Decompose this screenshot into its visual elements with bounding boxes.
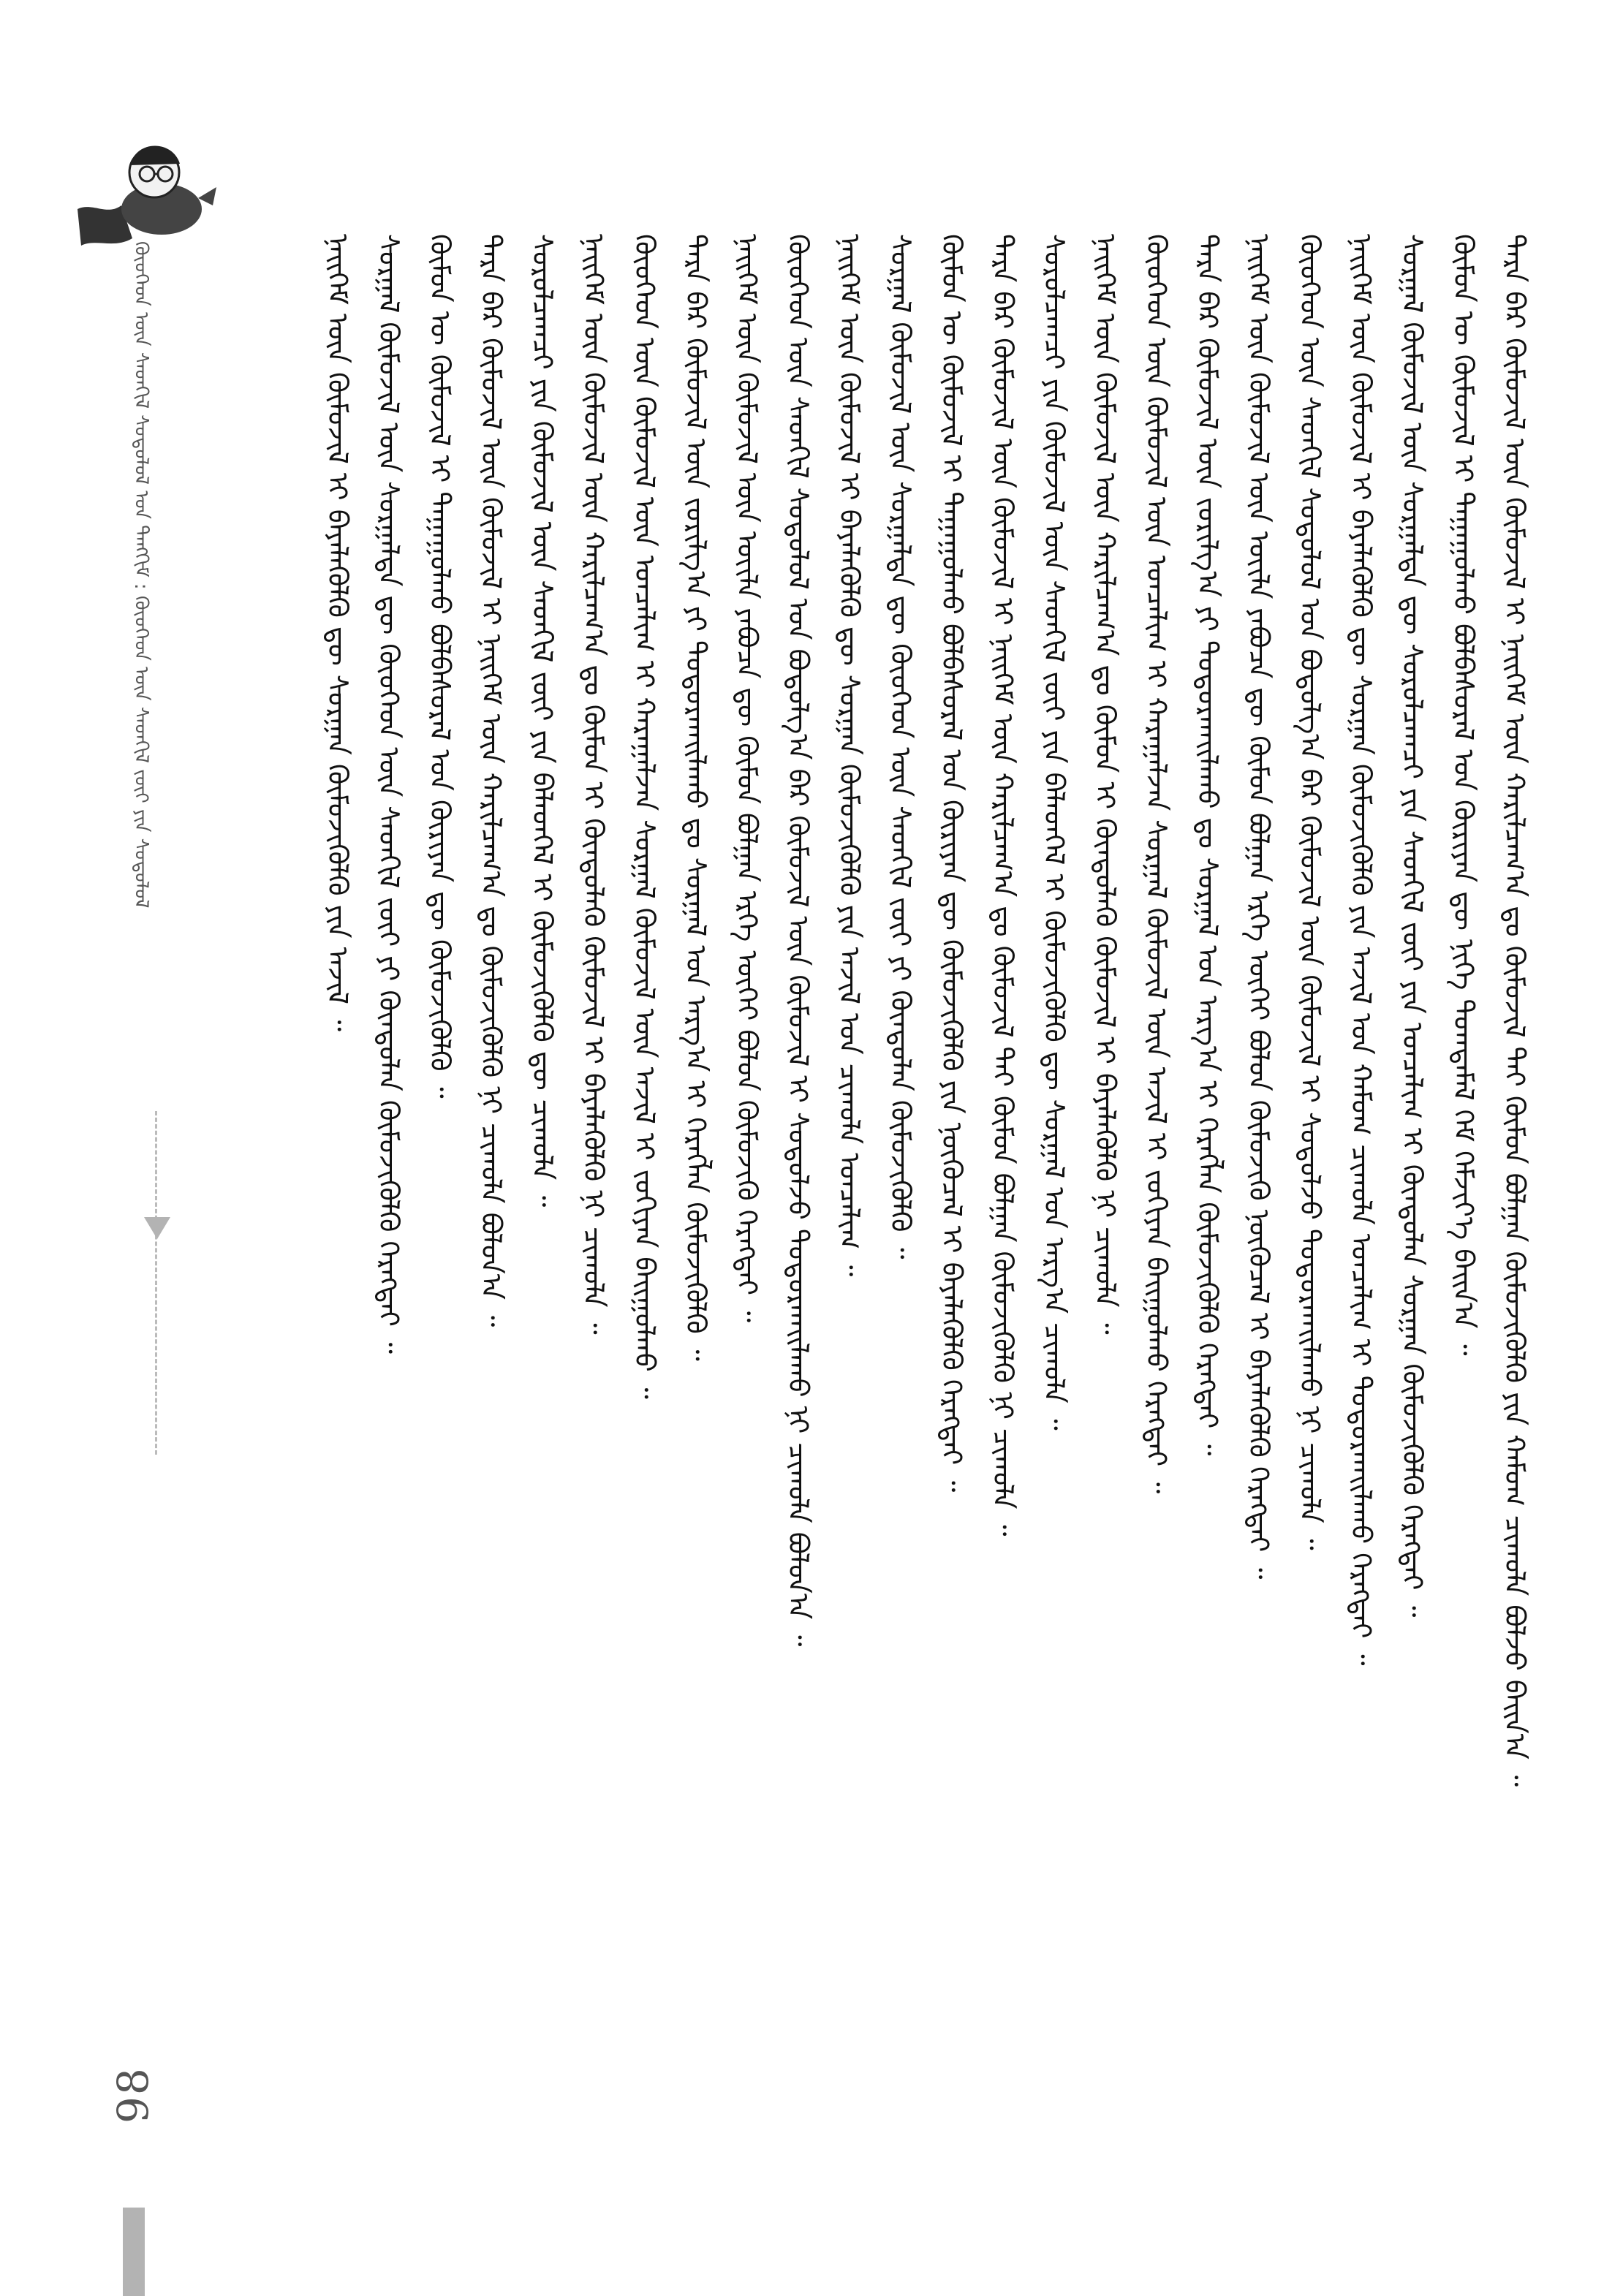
text-column: ᠨᠡᠢᠭᠡᠮ ᠦᠨ ᠬᠦᠮᠦᠵᠢᠯ ᠢ ᠪᠡᠶᠡᠯᠡᠭᠦᠯᠬᠦ ᠳᠦ ᠰᠤᠷᠭᠠᠨ ᠬᠦᠮᠦᠵᠢᠬᠦᠯᠬᠦ ᠶᠢᠨ ᠠᠵᠢᠯ ᠤᠨ ᠴᠢᠬᠤᠯᠠ ᠣᠨᠴᠠᠯᠢᠭ ᠃ bbox=[833, 234, 866, 1277]
text-column: ᠰᠤᠷᠭᠠᠯ ᠬᠦᠮᠦᠵᠢᠯ ᠦᠨ ᠰᠤᠷᠭᠠᠯᠲᠠ ᠳᠦ ᠰᠤᠷᠤᠯᠴᠠᠭᠴᠢ ᠶᠢᠨ ᠰᠡᠳᠬᠢᠯ ᠵᠦᠢ ᠶᠢᠨ ᠣᠨᠴᠠᠯᠢᠭ ᠢ ᠬᠦᠨᠳᠦᠯᠡᠨ ᠰᠤᠷᠭᠠᠨ ᠬᠦᠮᠦᠵᠢᠬᠦᠯᠬᠦ ᠬᠡᠷᠡᠭᠲᠡᠢ ᠃ bbox=[1396, 234, 1429, 1618]
header-arrow-icon bbox=[144, 1217, 170, 1239]
text-column bbox=[263, 234, 310, 2149]
text-column: ᠬᠦᠦᠬᠡᠳ ᠦᠨ ᠰᠡᠳᠬᠢᠯ ᠰᠤᠳᠤᠯᠤᠯ ᠤᠨ ᠪᠤᠳᠤᠯᠭ᠎ᠠ ᠪᠠᠷ ᠬᠦᠮᠦᠵᠢᠯ ᠦᠨ ᠬᠦᠮᠦᠵᠢᠯ ᠢ ᠰᠤᠳᠤᠯᠵᠤ ᠲᠣᠳᠤᠷᠬᠠᠢᠯᠠᠬᠤ ᠨᠢ ᠴᠢᠬᠤᠯᠠ ᠪᠣᠯᠤᠨ᠎ᠠ ᠃ bbox=[782, 234, 814, 1647]
text-column: ᠰᠤᠷᠤᠯᠴᠠᠭᠴᠢ ᠶᠢᠨ ᠬᠦᠮᠦᠵᠢᠯ ᠦᠨ ᠰᠡᠳᠬᠢᠯ ᠵᠦᠢ ᠶᠢᠨ ᠪᠡᠯᠡᠳᠬᠡᠯ ᠢ ᠬᠦᠮᠦᠵᠢᠬᠦᠯᠬᠦ ᠳᠦ ᠴᠢᠬᠤᠯᠠ ᠃ bbox=[526, 234, 559, 1208]
running-header bbox=[124, 241, 168, 1382]
running-header-text: ᠬᠦᠦᠬᠡᠳ ᠦᠨ ᠰᠡᠳᠬᠢᠯ ᠰᠤᠳᠤᠯᠤᠯ ᠤᠨ ᠲᠠᠩᠬᠢᠮ : ᠬᠦᠦᠬᠡᠳ ᠦᠨ ᠰᠡᠳᠬᠢᠯ ᠵᠦᠢ ᠶᠢᠨ ᠰᠤᠳᠤᠯᠤᠯ bbox=[130, 241, 152, 909]
text-column: ᠨᠡᠢᠭᠡᠮ ᠦᠨ ᠬᠦᠮᠦᠵᠢᠯ ᠢ ᠪᠡᠶᠡᠯᠡᠭᠦᠯᠬᠦ ᠳᠦ ᠰᠤᠷᠭᠠᠨ ᠬᠦᠮᠦᠵᠢᠬᠦᠯᠬᠦ ᠶᠢᠨ ᠠᠵᠢᠯ ᠃ bbox=[322, 234, 354, 1031]
text-column: ᠨᠡᠢᠭᠡᠮ ᠦᠨ ᠬᠦᠮᠦᠵᠢᠯ ᠦᠨ ᠦᠢᠯᠡ ᠶᠠᠪᠤᠴᠠ ᠳᠦ ᠬᠦᠮᠦᠨ ᠪᠣᠯᠭᠠᠨ ᠡᠷᠬᠡ ᠦᠭᠡᠢ ᠪᠣᠯᠤᠨ ᠬᠦᠮᠦᠵᠢᠬᠦ ᠬᠡᠷᠡᠭᠲᠡᠢ ᠃ bbox=[731, 234, 763, 1323]
text-column: ᠰᠤᠷᠭᠠᠯ ᠬᠦᠮᠦᠵᠢᠯ ᠦᠨ ᠰᠤᠷᠭᠠᠯᠲᠠ ᠳᠦ ᠬᠦᠦᠬᠡᠳ ᠦᠨ ᠰᠡᠳᠬᠢᠯ ᠵᠦᠢ ᠶᠢ ᠬᠦᠨᠳᠦᠯᠡᠨ ᠬᠦᠮᠦᠵᠢᠬᠦᠯᠬᠦ ᠬᠡᠷᠡᠭᠲᠡᠢ ᠃ bbox=[373, 234, 405, 1354]
text-column: ᠬᠦᠦᠬᠡᠳ ᠦᠨ ᠰᠡᠳᠬᠢᠯ ᠰᠤᠳᠤᠯᠤᠯ ᠤᠨ ᠪᠤᠳᠤᠯᠭ᠎ᠠ ᠪᠠᠷ ᠬᠦᠮᠦᠵᠢᠯ ᠦᠨ ᠬᠦᠮᠦᠵᠢᠯ ᠢ ᠰᠤᠳᠤᠯᠵᠤ ᠲᠣᠳᠤᠷᠬᠠᠢᠯᠠᠬᠤ ᠨᠢ ᠴᠢᠬᠤᠯᠠ ᠃ bbox=[1294, 234, 1326, 1550]
text-column: ᠲᠡᠷᠡ ᠪᠡᠷ ᠬᠦᠮᠦᠵᠢᠯ ᠦᠨ ᠬᠦᠮᠦᠵᠢᠯ ᠢ ᠨᠡᠢᠭᠡᠮ ᠦᠨ ᠬᠠᠷᠢᠯᠴᠠᠭ᠎ᠠ ᠳᠤ ᠬᠦᠮᠦᠵᠢᠯ ᠲᠡᠢ ᠬᠦᠮᠦᠨ ᠪᠣᠯᠭᠠᠨ ᠬᠦᠮᠦᠵᠢᠬᠦᠯᠬᠦ ᠶᠢᠨ ᠬᠠᠮᠤᠭ ᠴᠢᠬᠤᠯᠠ ᠪᠣᠯᠵᠤ ᠪᠠᠢᠨ᠎ᠠ ᠃ bbox=[1499, 234, 1531, 1787]
text-column: ᠨᠡᠢᠭᠡᠮ ᠦᠨ ᠬᠦᠮᠦᠵᠢᠯ ᠦᠨ ᠦᠢᠯᠡ ᠶᠠᠪᠤᠴᠠ ᠳᠦ ᠬᠦᠮᠦᠨ ᠪᠣᠯᠭᠠᠨ ᠡᠷᠬᠡ ᠦᠭᠡᠢ ᠪᠣᠯᠤᠨ ᠬᠦᠮᠦᠵᠢᠬᠦ ᠨᠦᠬᠦᠴᠡᠯ ᠢ ᠪᠡᠶᠡᠯᠡᠭᠦᠯᠬᠦ ᠬᠡᠷᠡᠭᠲᠡᠢ ᠃ bbox=[1243, 234, 1275, 1580]
text-column: ᠬᠦᠦᠬᠡᠳ ᠦᠨ ᠬᠦᠮᠦᠵᠢᠯ ᠦᠨ ᠣᠨᠴᠠᠯᠢᠭ ᠢ ᠬᠠᠷᠠᠭᠠᠯᠵᠠᠨ ᠰᠤᠷᠭᠠᠯ ᠬᠦᠮᠦᠵᠢᠯ ᠦᠨ ᠠᠵᠢᠯ ᠢ ᠵᠣᠬᠢᠶᠠᠨ ᠪᠠᠢᠭᠤᠯᠬᠤ ᠬᠡᠷᠡᠭᠲᠡᠢ ᠃ bbox=[1140, 234, 1173, 1494]
text-column: ᠰᠤᠷᠤᠯᠴᠠᠭᠴᠢ ᠶᠢᠨ ᠬᠦᠮᠦᠵᠢᠯ ᠦᠨ ᠰᠡᠳᠬᠢᠯ ᠵᠦᠢ ᠶᠢᠨ ᠪᠡᠯᠡᠳᠬᠡᠯ ᠢ ᠬᠦᠮᠦᠵᠢᠬᠦᠯᠬᠦ ᠳᠦ ᠰᠤᠷᠭᠠᠯ ᠤᠨ ᠠᠷᠭ᠎ᠠ ᠴᠢᠬᠤᠯᠠ ᠃ bbox=[1038, 234, 1070, 1431]
text-column: ᠬᠦᠮᠦᠨ ᠦ ᠬᠦᠮᠦᠵᠢᠯ ᠢ ᠳᠠᠭᠠᠭᠤᠯᠬᠤ ᠪᠣᠯᠪᠠᠰᠤᠷᠠᠯ ᠤᠨ ᠬᠦᠷᠢᠶᠡᠨ ᠳᠦ ᠨᠢᠭᠡ ᠲᠣᠭᠲᠠᠮᠠᠯ ᠬᠡᠮ ᠬᠡᠮᠵᠢᠶ᠎ᠡ ᠪᠠᠢᠨ᠎ᠠ ᠃ bbox=[1448, 234, 1480, 1356]
text-column: ᠰᠤᠷᠭᠠᠯ ᠬᠦᠮᠦᠵᠢᠯ ᠦᠨ ᠰᠤᠷᠭᠠᠯᠲᠠ ᠳᠦ ᠬᠦᠦᠬᠡᠳ ᠦᠨ ᠰᠡᠳᠬᠢᠯ ᠵᠦᠢ ᠶᠢ ᠬᠦᠨᠳᠦᠯᠡᠨ ᠬᠦᠮᠦᠵᠢᠬᠦᠯᠬᠦ ᠃ bbox=[885, 234, 917, 1259]
edge-bar bbox=[123, 2208, 145, 2296]
header-dashed-line bbox=[155, 1111, 157, 1455]
text-column: ᠨᠡᠢᠭᠡᠮ ᠦᠨ ᠬᠦᠮᠦᠵᠢᠯ ᠦᠨ ᠬᠠᠷᠢᠯᠴᠠᠭ᠎ᠠ ᠳᠤ ᠬᠦᠮᠦᠨ ᠢ ᠬᠦᠨᠳᠦᠯᠡᠬᠦ ᠬᠦᠮᠦᠵᠢᠯ ᠢ ᠪᠡᠶᠡᠯᠡᠭᠦᠯᠬᠦ ᠨᠢ ᠴᠢᠬᠤᠯᠠ ᠃ bbox=[1089, 234, 1121, 1335]
text-column: ᠲᠡᠷᠡ ᠪᠡᠷ ᠬᠦᠮᠦᠵᠢᠯ ᠦᠨ ᠬᠦᠮᠦᠵᠢᠯ ᠢ ᠨᠡᠢᠭᠡᠮ ᠦᠨ ᠬᠠᠷᠢᠯᠴᠠᠭ᠎ᠠ ᠳᠤ ᠬᠦᠮᠦᠵᠢᠯ ᠲᠡᠢ ᠬᠦᠮᠦᠨ ᠪᠣᠯᠭᠠᠨ ᠬᠦᠮᠦᠵᠢᠬᠦᠯᠬᠦ ᠨᠢ ᠴᠢᠬᠤᠯᠠ ᠃ bbox=[987, 234, 1019, 1537]
page-number: 98 bbox=[108, 2066, 158, 2123]
text-column: ᠲᠡᠷᠡ ᠪᠡᠷ ᠬᠦᠮᠦᠵᠢᠯ ᠦᠨ ᠬᠦᠮᠦᠵᠢᠯ ᠢ ᠨᠡᠢᠭᠡᠮ ᠦᠨ ᠬᠠᠷᠢᠯᠴᠠᠭ᠎ᠠ ᠳᠤ ᠬᠦᠮᠦᠵᠢᠬᠦᠯᠬᠦ ᠨᠢ ᠴᠢᠬᠤᠯᠠ ᠪᠣᠯᠤᠨ᠎ᠠ ᠃ bbox=[475, 234, 507, 1327]
text-column: ᠨᠡᠢᠭᠡᠮ ᠦᠨ ᠬᠦᠮᠦᠵᠢᠯ ᠦᠨ ᠬᠠᠷᠢᠯᠴᠠᠭ᠎ᠠ ᠳᠤ ᠬᠦᠮᠦᠨ ᠢ ᠬᠦᠨᠳᠦᠯᠡᠬᠦ ᠬᠦᠮᠦᠵᠢᠯ ᠢ ᠪᠡᠶᠡᠯᠡᠭᠦᠯᠬᠦ ᠨᠢ ᠴᠢᠬᠤᠯᠠ ᠃ bbox=[578, 234, 610, 1335]
text-column: ᠬᠦᠮᠦᠨ ᠦ ᠬᠦᠮᠦᠵᠢᠯ ᠢ ᠳᠠᠭᠠᠭᠤᠯᠬᠤ ᠪᠣᠯᠪᠠᠰᠤᠷᠠᠯ ᠤᠨ ᠬᠦᠷᠢᠶᠡᠨ ᠳᠦ ᠬᠦᠮᠦᠵᠢᠬᠦᠯᠬᠦ ᠃ bbox=[424, 234, 456, 1099]
text-column: ᠲᠡᠷᠡ ᠪᠡᠷ ᠬᠦᠮᠦᠵᠢᠯ ᠦᠨ ᠵᠣᠷᠢᠯᠭ᠎ᠠ ᠶᠢ ᠲᠣᠳᠤᠷᠬᠠᠢᠯᠠᠬᠤ ᠳᠤ ᠰᠤᠷᠭᠠᠯ ᠤᠨ ᠠᠷᠭ᠎ᠠ ᠢ ᠬᠡᠷᠡᠭᠯᠡᠨ ᠬᠦᠮᠦᠵᠢᠬᠦᠯᠬᠦ ᠬᠡᠷᠡᠭᠲᠡᠢ ᠃ bbox=[1192, 234, 1224, 1456]
text-column: ᠨᠡᠢᠭᠡᠮ ᠦᠨ ᠬᠦᠮᠦᠵᠢᠯ ᠢ ᠪᠡᠶᠡᠯᠡᠭᠦᠯᠬᠦ ᠳᠦ ᠰᠤᠷᠭᠠᠨ ᠬᠦᠮᠦᠵᠢᠬᠦᠯᠬᠦ ᠶᠢᠨ ᠠᠵᠢᠯ ᠤᠨ ᠬᠠᠮᠤᠭ ᠴᠢᠬᠤᠯᠠ ᠣᠨᠴᠠᠯᠢᠭ ᠢ ᠲᠣᠳᠤᠷᠬᠠᠢᠯᠠᠬᠤ ᠬᠡᠷᠡᠭᠲᠡᠢ ᠃ bbox=[1345, 234, 1377, 1666]
body-text bbox=[234, 234, 1531, 2149]
text-column: ᠲᠡᠷᠡ ᠪᠡᠷ ᠬᠦᠮᠦᠵᠢᠯ ᠦᠨ ᠵᠣᠷᠢᠯᠭ᠎ᠠ ᠶᠢ ᠲᠣᠳᠤᠷᠬᠠᠢᠯᠠᠬᠤ ᠳᠤ ᠰᠤᠷᠭᠠᠯ ᠤᠨ ᠠᠷᠭ᠎ᠠ ᠢ ᠬᠡᠷᠡᠭᠯᠡᠨ ᠬᠦᠮᠦᠵᠢᠬᠦᠯᠬᠦ ᠃ bbox=[680, 234, 712, 1361]
text-column: ᠬᠦᠮᠦᠨ ᠦ ᠬᠦᠮᠦᠵᠢᠯ ᠢ ᠳᠠᠭᠠᠭᠤᠯᠬᠤ ᠪᠣᠯᠪᠠᠰᠤᠷᠠᠯ ᠤᠨ ᠬᠦᠷᠢᠶᠡᠨ ᠳᠦ ᠬᠦᠮᠦᠵᠢᠬᠦᠯᠬᠦ ᠶᠢᠨ ᠨᠦᠬᠦᠴᠡᠯ ᠢ ᠪᠡᠶᠡᠯᠡᠭᠦᠯᠬᠦ ᠬᠡᠷᠡᠭᠲᠡᠢ ᠃ bbox=[936, 234, 968, 1493]
text-column: ᠬᠦᠦᠬᠡᠳ ᠦᠨ ᠬᠦᠮᠦᠵᠢᠯ ᠦᠨ ᠣᠨᠴᠠᠯᠢᠭ ᠢ ᠬᠠᠷᠠᠭᠠᠯᠵᠠᠨ ᠰᠤᠷᠭᠠᠯ ᠬᠦᠮᠦᠵᠢᠯ ᠦᠨ ᠠᠵᠢᠯ ᠢ ᠵᠣᠬᠢᠶᠠᠨ ᠪᠠᠢᠭᠤᠯᠬᠤ ᠃ bbox=[629, 234, 661, 1399]
